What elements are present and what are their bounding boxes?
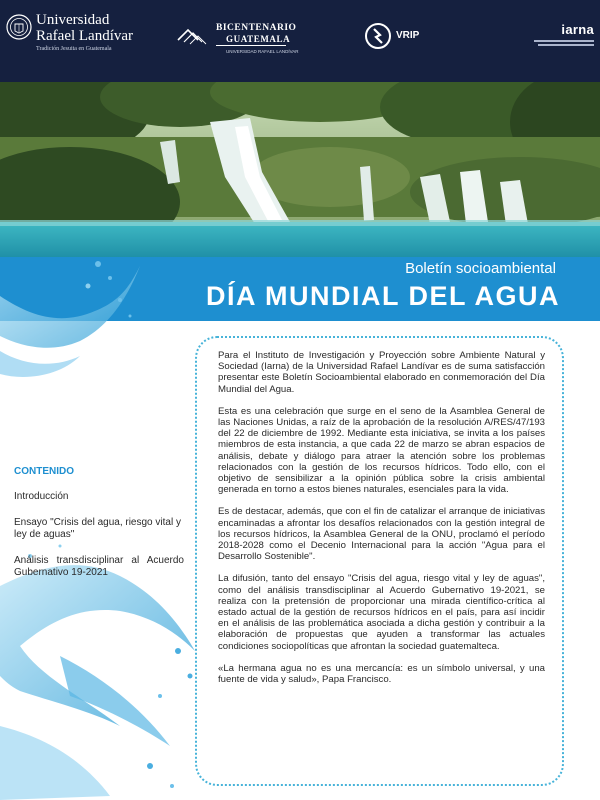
- vrip-text: VRIP: [396, 30, 420, 41]
- paragraph-celebration: Esta es una celebración que surge en el seno de la Asamblea General de las Naciones Unidas, a raíz de la aprobación de la resolución A/RES/47/193 del 22 de diciembre de 1992. Mediante esta iniciativa, se invita a los países miembros de esta instancia, a que cada 22 de marzo se abran espacios de análisis, debate y diálogo para atraer la atención sobre los problemas relacionados con la gestión de los recursos hídricos. Todo ello, con el objetivo de sensibilizar a la opinión pública sobre la crisis ambiental generada en torno a estos bienes naturales, esenciales para la vida.: [218, 405, 545, 496]
- contents-panel: [14, 466, 184, 593]
- paragraph-intro: Para el Instituto de Investigación y Proyección sobre Ambiente Natural y Sociedad (Iarna) de la Universidad Rafael Landívar es de suma satisfacción presentar este Boletín Socioambiental elaborado en conmemoración del Día Mundial del Agua.: [218, 350, 545, 395]
- contents-item-essay[interactable]: Ensayo "Crisis del agua, riesgo vital y ley de aguas": [14, 517, 181, 540]
- waterfall-photo: [0, 82, 600, 258]
- contents-item-analysis[interactable]: Análisis transdisciplinar al Acuerdo Gubernativo 19-2021: [14, 555, 184, 578]
- contents-heading: CONTENIDO: [14, 466, 74, 477]
- contents-item-intro[interactable]: Introducción: [14, 491, 69, 502]
- iarna-subline: [538, 44, 594, 46]
- vrip-logo[interactable]: [364, 22, 434, 52]
- university-tagline: Tradición Jesuita en Guatemala: [36, 46, 112, 52]
- bicentenario-divider: [216, 45, 286, 46]
- bicentenario-logo[interactable]: [176, 20, 299, 60]
- wave-mark-icon: [176, 26, 218, 46]
- header-bar: [0, 0, 600, 82]
- bicentenario-line3: UNIVERSIDAD RAFAEL LANDÍVAR: [226, 49, 299, 54]
- bulletin-subtitle: Boletín socioambiental: [405, 260, 556, 277]
- iarna-text: iarna: [561, 22, 594, 37]
- page-title: DÍA MUNDIAL DEL AGUA: [206, 281, 560, 311]
- university-name: Universidad Rafael Landívar: [36, 12, 134, 44]
- iarna-logo[interactable]: [532, 22, 594, 52]
- paragraph-diffusion: La difusión, tanto del ensayo "Crisis del agua, riesgo vital y ley de aguas", como del análisis transdisciplinar al Acuerdo Gubernativo 19-2021, se realiza con la pretensión de proporcionar una mirada científico-crítica al estado actual de la gestión de recursos hídricos en el país, para así incidir en el análisis de las problemática asociada a dicha gestión y contribuir a la elaboración de propuestas que ayuden a transformar las actuales condiciones sociopolíticas que afrontan la sociedad guatemalteca.: [218, 573, 545, 652]
- university-seal-icon: [6, 14, 32, 40]
- bicentenario-line1: BICENTENARIO: [216, 23, 297, 33]
- bicentenario-line2: GUATEMALA: [226, 34, 291, 44]
- university-logo[interactable]: [6, 12, 134, 56]
- paragraph-quote: «La hermana agua no es una mercancía: es un símbolo universal, y una fuente de vida y salud», Papa Francisco.: [218, 662, 545, 686]
- paragraph-decade: Es de destacar, además, que con el fin de catalizar el arranque de iniciativas encaminadas a afrontar los desafíos relacionados con la gestión integral de los recursos hídricos, la Asamblea General de la ONU, proclamó el período 2018-2028 como el Decenio Internacional para la acción "Agua para el Desarrollo Sostenible".: [218, 506, 545, 563]
- iarna-subline: [534, 40, 594, 42]
- vrip-circle-icon: [364, 22, 392, 50]
- body-text: [218, 350, 545, 696]
